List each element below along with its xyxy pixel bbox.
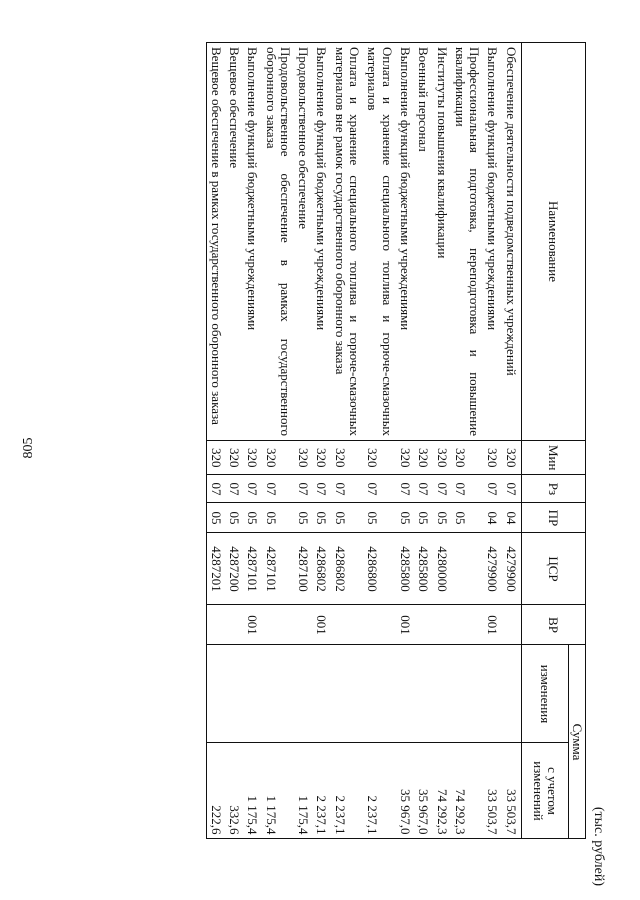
table-row	[484, 43, 502, 839]
row-rz: 07	[207, 475, 226, 503]
row-vr	[295, 605, 313, 645]
row-min: 320	[262, 441, 295, 475]
row-vr	[207, 605, 226, 645]
row-pr: 05	[295, 503, 313, 533]
row-csr	[452, 533, 485, 605]
page-number-text: 805	[21, 437, 36, 459]
row-vr	[452, 605, 485, 645]
row-min: 320	[331, 441, 364, 475]
row-csr: 4287101	[244, 533, 262, 605]
row-rz: 07	[484, 475, 502, 503]
row-name: Выполнение функций бюджетными учреждениями	[313, 43, 331, 441]
row-rz: 07	[262, 475, 295, 503]
row-csr: 4287200	[226, 533, 244, 605]
row-changes	[452, 645, 485, 743]
row-csr: 4286802	[331, 533, 364, 605]
row-min: 320	[207, 441, 226, 475]
row-min: 320	[244, 441, 262, 475]
header-changes: изменения	[521, 645, 568, 743]
table-row	[502, 43, 521, 839]
row-vr	[262, 605, 295, 645]
page-number	[14, 437, 44, 459]
row-vr: 001	[484, 605, 502, 645]
row-name: Продовольственное обеспечение	[295, 43, 313, 441]
row-pr: 05	[207, 503, 226, 533]
table-row	[364, 43, 397, 839]
row-min: 320	[415, 441, 433, 475]
row-vr	[502, 605, 521, 645]
table-row	[295, 43, 313, 839]
row-min: 320	[484, 441, 502, 475]
row-changes	[207, 645, 226, 743]
row-total: 74 292,3	[433, 743, 451, 839]
row-total: 332,6	[226, 743, 244, 839]
row-changes	[331, 645, 364, 743]
row-csr: 4287101	[262, 533, 295, 605]
header-sum: Сумма	[568, 645, 585, 839]
row-name: Вещевое обеспечение в рамках государственного оборонного заказа	[207, 43, 226, 441]
row-name: Вещевое обеспечение	[226, 43, 244, 441]
row-csr: 4285800	[397, 533, 415, 605]
row-min: 320	[226, 441, 244, 475]
row-min: 320	[397, 441, 415, 475]
row-min: 320	[295, 441, 313, 475]
row-total: 2 237,1	[331, 743, 364, 839]
row-rz: 07	[502, 475, 521, 503]
header-name: Наименование	[521, 43, 585, 441]
header-csr: ЦСР	[521, 533, 585, 605]
row-pr: 05	[415, 503, 433, 533]
row-vr	[415, 605, 433, 645]
table-row	[226, 43, 244, 839]
row-changes	[262, 645, 295, 743]
row-changes	[313, 645, 331, 743]
table-row	[415, 43, 433, 839]
row-vr	[331, 605, 364, 645]
row-csr: 4286802	[313, 533, 331, 605]
row-csr: 4287100	[295, 533, 313, 605]
row-pr: 05	[244, 503, 262, 533]
row-changes	[364, 645, 397, 743]
row-pr: 05	[331, 503, 364, 533]
row-rz: 07	[295, 475, 313, 503]
row-csr: 4286800	[364, 533, 397, 605]
row-total: 35 967,0	[415, 743, 433, 839]
row-min: 320	[433, 441, 451, 475]
row-rz: 07	[244, 475, 262, 503]
row-csr: 4280000	[433, 533, 451, 605]
row-changes	[397, 645, 415, 743]
row-vr	[364, 605, 397, 645]
row-changes	[244, 645, 262, 743]
row-rz: 07	[452, 475, 485, 503]
table-row	[397, 43, 415, 839]
header-rz: Рз	[521, 475, 585, 503]
row-total: 74 292,3	[452, 743, 485, 839]
row-rz: 07	[433, 475, 451, 503]
table-row	[244, 43, 262, 839]
row-pr: 05	[452, 503, 485, 533]
table-row	[207, 43, 226, 839]
row-min: 320	[313, 441, 331, 475]
header-with-changes: с учетом изменений	[521, 743, 568, 839]
header-vr: ВР	[521, 605, 585, 645]
row-rz: 07	[397, 475, 415, 503]
row-vr	[226, 605, 244, 645]
row-rz: 07	[313, 475, 331, 503]
row-total: 2 237,1	[364, 743, 397, 839]
row-total: 1 175,4	[295, 743, 313, 839]
row-name: Выполнение функций бюджетными учреждениями	[244, 43, 262, 441]
row-total: 33 503,7	[484, 743, 502, 839]
table-row	[262, 43, 295, 839]
row-rz: 07	[415, 475, 433, 503]
row-csr: 4279900	[484, 533, 502, 605]
row-total: 1 175,4	[244, 743, 262, 839]
row-name: Оплата и хранение специального топлива и горюче-смазочных материалов вне рамок государственного оборонного заказа	[331, 43, 364, 441]
row-total: 35 967,0	[397, 743, 415, 839]
row-pr: 05	[364, 503, 397, 533]
row-vr: 001	[313, 605, 331, 645]
row-min: 320	[452, 441, 485, 475]
row-pr: 05	[226, 503, 244, 533]
budget-table	[206, 42, 586, 839]
row-rz: 07	[226, 475, 244, 503]
row-changes	[484, 645, 502, 743]
row-name: Продовольственное обеспечение в рамках государственного оборонного заказа	[262, 43, 295, 441]
row-vr: 001	[397, 605, 415, 645]
table-row	[331, 43, 364, 839]
row-name: Выполнение функций бюджетными учреждениями	[484, 43, 502, 441]
row-pr: 04	[502, 503, 521, 533]
row-pr: 05	[313, 503, 331, 533]
row-name: Профессиональная подготовка, переподготовка и повышение квалификации	[452, 43, 485, 441]
row-name: Институты повышения квалификации	[433, 43, 451, 441]
units-label: (тыс. рублей)	[591, 806, 606, 886]
row-changes	[226, 645, 244, 743]
row-total: 2 237,1	[313, 743, 331, 839]
row-rz: 07	[364, 475, 397, 503]
row-min: 320	[364, 441, 397, 475]
row-total: 33 503,7	[502, 743, 521, 839]
header-min: Мин	[521, 441, 585, 475]
table-row	[433, 43, 451, 839]
table-body	[207, 43, 521, 839]
row-total: 222,6	[207, 743, 226, 839]
table-row	[313, 43, 331, 839]
row-changes	[415, 645, 433, 743]
table-row	[452, 43, 485, 839]
row-min: 320	[502, 441, 521, 475]
row-pr: 04	[484, 503, 502, 533]
header-pr: ПР	[521, 503, 585, 533]
row-csr: 4279900	[502, 533, 521, 605]
row-changes	[433, 645, 451, 743]
row-name: Выполнение функций бюджетными учреждениями	[397, 43, 415, 441]
row-name: Оплата и хранение специального топлива и горюче-смазочных материалов	[364, 43, 397, 441]
row-name: Военный персонал	[415, 43, 433, 441]
row-rz: 07	[331, 475, 364, 503]
row-vr	[433, 605, 451, 645]
row-pr: 05	[433, 503, 451, 533]
row-csr: 4287201	[207, 533, 226, 605]
row-total: 1 175,4	[262, 743, 295, 839]
row-pr: 05	[262, 503, 295, 533]
row-vr: 001	[244, 605, 262, 645]
table-header	[521, 43, 585, 839]
row-changes	[502, 645, 521, 743]
rotated-page-content	[126, 42, 606, 888]
row-csr: 4285800	[415, 533, 433, 605]
row-changes	[295, 645, 313, 743]
row-name: Обеспечение деятельности подведомственных учреждений	[502, 43, 521, 441]
row-pr: 05	[397, 503, 415, 533]
